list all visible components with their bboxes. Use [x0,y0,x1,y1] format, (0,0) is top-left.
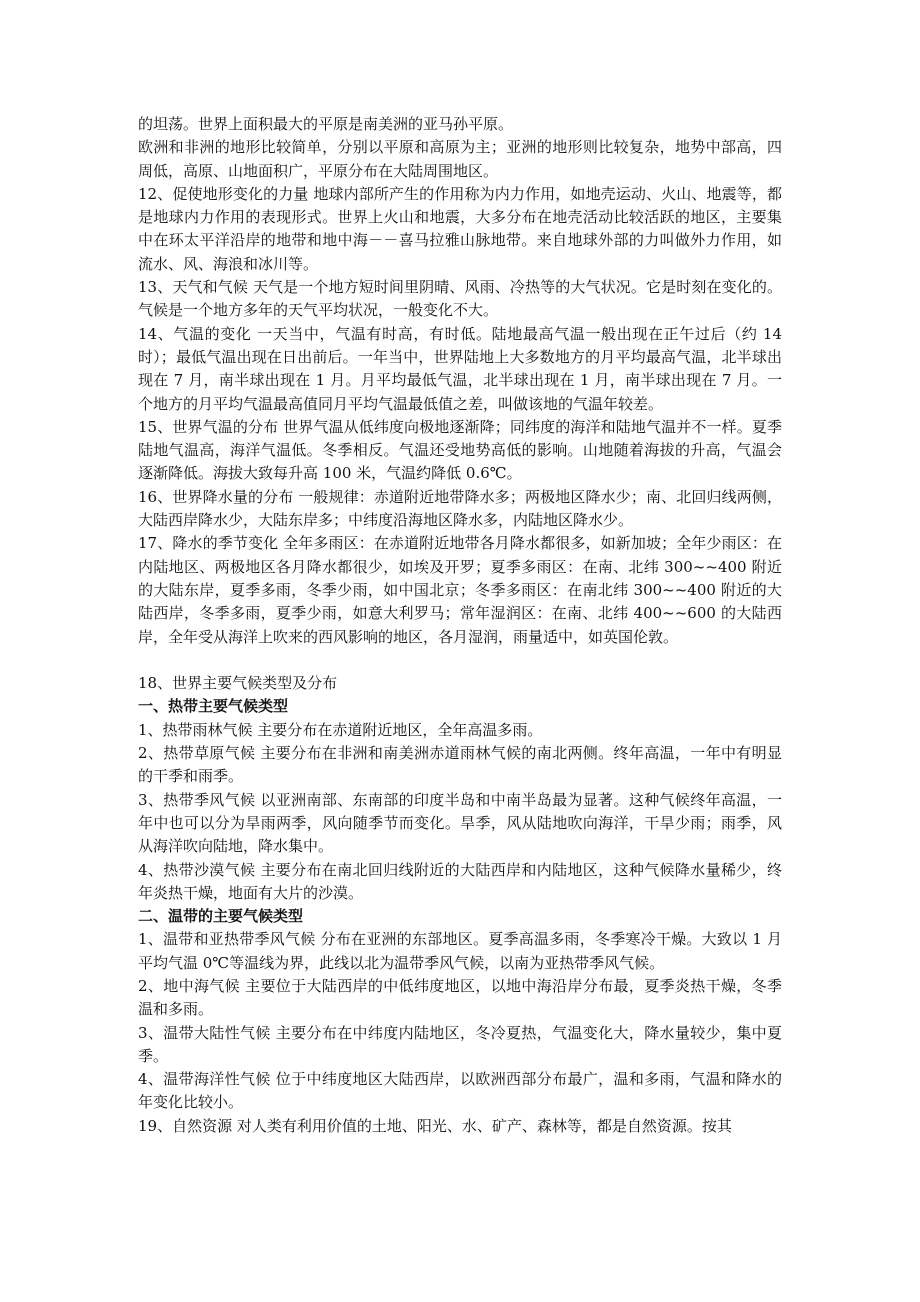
paragraph-europe-africa-terrain: 欧洲和非洲的地形比较简单，分别以平原和高原为主；亚洲的地形则比较复杂，地势中部高，四周低，高原、山地面积广，平原分布在大陆周围地区。 [138,138,782,180]
paragraph-tropical-rainforest: 1、热带雨林气候 主要分布在赤道附近地区，全年高温多雨。 [138,720,543,739]
paragraph-18-climate-types: 18、世界主要气候类型及分布 [138,674,338,693]
paragraph-13-weather-climate: 13、天气和气候 天气是一个地方短时间里阴晴、风雨、冷热等的大气状况。它是时刻在变化的。气候是一个地方多年的天气平均状况，一般变化不大。 [138,278,782,320]
paragraph-12-terrain-forces: 12、促使地形变化的力量 地球内部所产生的作用称为内力作用，如地壳运动、火山、地震等，都是地球内力作用的表现形式。世界上火山和地震，大多分布在地壳活动比较活跃的地区，主要集中在环太平洋沿岸的地带和地中海－－喜马拉雅山脉地带。来自地球外部的力叫做外力作用，如流水、风、海浪和冰川等。 [138,184,782,273]
paragraph-tropical-monsoon: 3、热带季风气候 以亚洲南部、东南部的印度半岛和中南半岛最为显著。这种气候终年高温，一年中也可以分为旱雨两季，风向随季节而变化。旱季，风从陆地吹向海洋，干旱少雨；雨季，风从海洋吹向陆地，降水集中。 [138,790,782,856]
paragraph-temperate-continental: 3、温带大陆性气候 主要分布在中纬度内陆地区，冬冷夏热，气温变化大，降水量较少，集中夏季。 [138,1023,782,1065]
paragraph-mediterranean: 2、地中海气候 主要位于大陆西岸的中低纬度地区，以地中海沿岸分布最，夏季炎热干燥，冬季温和多雨。 [138,976,782,1019]
paragraph-15-temperature-distribution: 15、世界气温的分布 世界气温从低纬度向极地逐渐降；同纬度的海洋和陆地气温并不一样。夏季陆地气温高，海洋气温低。冬季相反。气温还受地势高低的影响。山地随着海拔的升高，气温会逐渐降低。海拔大致每升高 100 米，气温约降低 0.6℃。 [138,417,782,483]
paragraph-14-temperature-change: 14、气温的变化 一天当中，气温有时高，有时低。陆地最高气温一般出现在正午过后（约 14 时）；最低气温出现在日出前后。一年当中，世界陆地上大多数地方的月平均最高气温，北半球出现在 7 月，南半球出现在 1 月。月平均最低气温，北半球出现在 1 月，南半球出现在 7 月。一个地方的月平均气温最高值同月平均气温最低值之差，叫做该地的气温年较差。 [138,324,782,413]
document-page [138,113,782,1138]
heading-temperate-climates: 二、温带的主要气候类型 [138,907,304,926]
paragraph-17-seasonal-precipitation: 17、降水的季节变化 全年多雨区：在赤道附近地带各月降水都很多，如新加坡；全年少雨区：在内陆地区、两极地区各月降水都很少，如埃及开罗；夏季多雨区：在南、北纬 300~~400 附近的大陆东岸，夏季多雨，冬季少雨，如中国北京；冬季多雨区：在南北纬 300~~400 附近的大陆西岸，冬季多雨，夏季少雨，如意大利罗马；常年湿润区：在南、北纬 400~~600 的大陆西岸，全年受从海洋上吹来的西风影响的地区，各月湿润，雨量适中，如英国伦敦。 [138,534,782,646]
paragraph-plain-intro: 的坦荡。世界上面积最大的平原是南美洲的亚马孙平原。 [138,115,514,133]
paragraph-19-natural-resources: 19、自然资源 对人类有利用价值的土地、阳光、水、矿产、森林等，都是自然资源。按其 [138,1116,732,1135]
paragraph-16-precipitation-distribution: 16、世界降水量的分布 一般规律：赤道附近地带降水多；两极地区降水少；南、北回归线两侧，大陆西岸降水少，大陆东岸多；中纬度沿海地区降水多，内陆地区降水少。 [138,487,782,530]
heading-tropical-climates: 一、热带主要气候类型 [138,697,289,716]
paragraph-temperate-monsoon: 1、温带和亚热带季风气候 分布在亚洲的东部地区。夏季高温多雨，冬季寒冷干燥。大致以 1 月平均气温 0℃等温线为界，此线以北为温带季风气候，以南为亚热带季风气候。 [138,930,782,972]
paragraph-tropical-savanna: 2、热带草原气候 主要分布在非洲和南美洲赤道雨林气候的南北两侧。终年高温，一年中有明显的干季和雨季。 [138,744,782,786]
paragraph-tropical-desert: 4、热带沙漠气候 主要分布在南北回归线附近的大陆西岸和内陆地区，这种气候降水量稀少，终年炎热干燥，地面有大片的沙漠。 [138,860,782,902]
paragraph-temperate-oceanic: 4、温带海洋性气候 位于中纬度地区大陆西岸，以欧洲西部分布最广，温和多雨，气温和降水的年变化比较小。 [138,1070,782,1112]
blank-line [138,649,782,672]
